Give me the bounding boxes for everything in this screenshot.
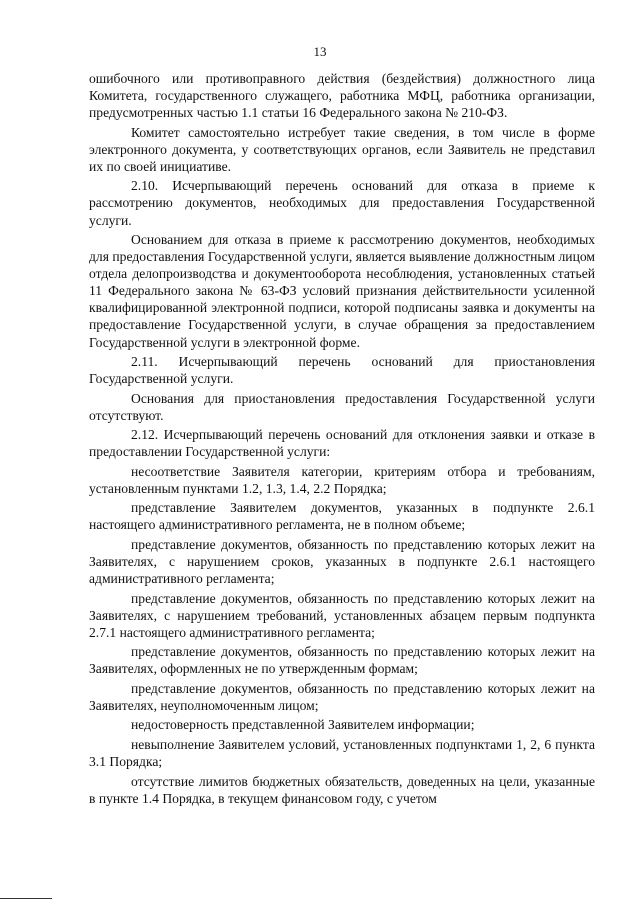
list-item: недостоверность представленной Заявителем информации; <box>131 717 475 733</box>
paragraph: ошибочного или противоправного действия (бездействия) должностного лица Комитета, государственного служащего, работника МФЦ, работника организации, предусмотренных частью 1.1 статьи 16 Федерального закона № 210-ФЗ. <box>89 71 595 121</box>
section-heading: 2.10. Исчерпывающий перечень оснований для отказа в приеме к рассмотрению документов, необходимых для предоставления Государственной услуги. <box>89 178 595 228</box>
paragraph: Комитет самостоятельно истребует такие сведения, в том числе в форме электронного документа, у соответствующих органов, если Заявитель не представил их по своей инициативе. <box>89 124 595 174</box>
list-item: представление документов, обязанность по представлению которых лежит на Заявителях, с нарушением сроков, указанных в подпункте 2.6.1 настоящего административного регламента; <box>89 536 595 587</box>
section-heading: 2.12. Исчерпывающий перечень оснований для отклонения заявки и отказе в предоставлении Государственной услуги: <box>89 427 595 460</box>
page-number: 13 <box>313 44 327 59</box>
document-body <box>89 70 595 809</box>
paragraph: Основания для приостановления предоставления Государственной услуги отсутствуют. <box>89 390 595 423</box>
list-item: отсутствие лимитов бюджетных обязательств, доведенных на цели, указанные в пункте 1.4 Порядка, в текущем финансовом году, с учетом <box>89 773 595 806</box>
list-item: представление документов, обязанность по представлению которых лежит на Заявителях, оформленных не по утвержденным формам; <box>89 644 595 677</box>
footer-rule <box>0 898 52 899</box>
list-item: невыполнение Заявителем условий, установленных подпунктами 1, 2, 6 пункта 3.1 Порядка; <box>89 736 595 770</box>
list-item: представление документов, обязанность по представлению которых лежит на Заявителях, неуполномоченным лицом; <box>89 680 595 713</box>
list-item: представление документов, обязанность по представлению которых лежит на Заявителях, с нарушением требований, установленных абзацем первым подпункта 2.7.1 настоящего административного регламента; <box>89 590 595 640</box>
section-heading: 2.11. Исчерпывающий перечень оснований для приостановления Государственной услуги. <box>89 354 595 387</box>
list-item: представление Заявителем документов, указанных в подпункте 2.6.1 настоящего административного регламента, не в полном объеме; <box>89 500 595 533</box>
paragraph: Основанием для отказа в приеме к рассмотрению документов, необходимых для предоставления Государственной услуги, является выявление должностным лицом отдела делопроизводства и документооборота несоблюдения, установленных статьей 11 Федерального закона № 63-ФЗ условий признания действительности усиленной квалифицированной электронной подписи, которой подписаны заявка и документы на предоставление Государственной услуги, в случае обращения за предоставлением Государственной услуги в электронной форме. <box>89 232 595 350</box>
list-item: несоответствие Заявителя категории, критериям отбора и требованиям, установленным пунктами 1.2, 1.3, 1.4, 2.2 Порядка; <box>89 463 595 496</box>
